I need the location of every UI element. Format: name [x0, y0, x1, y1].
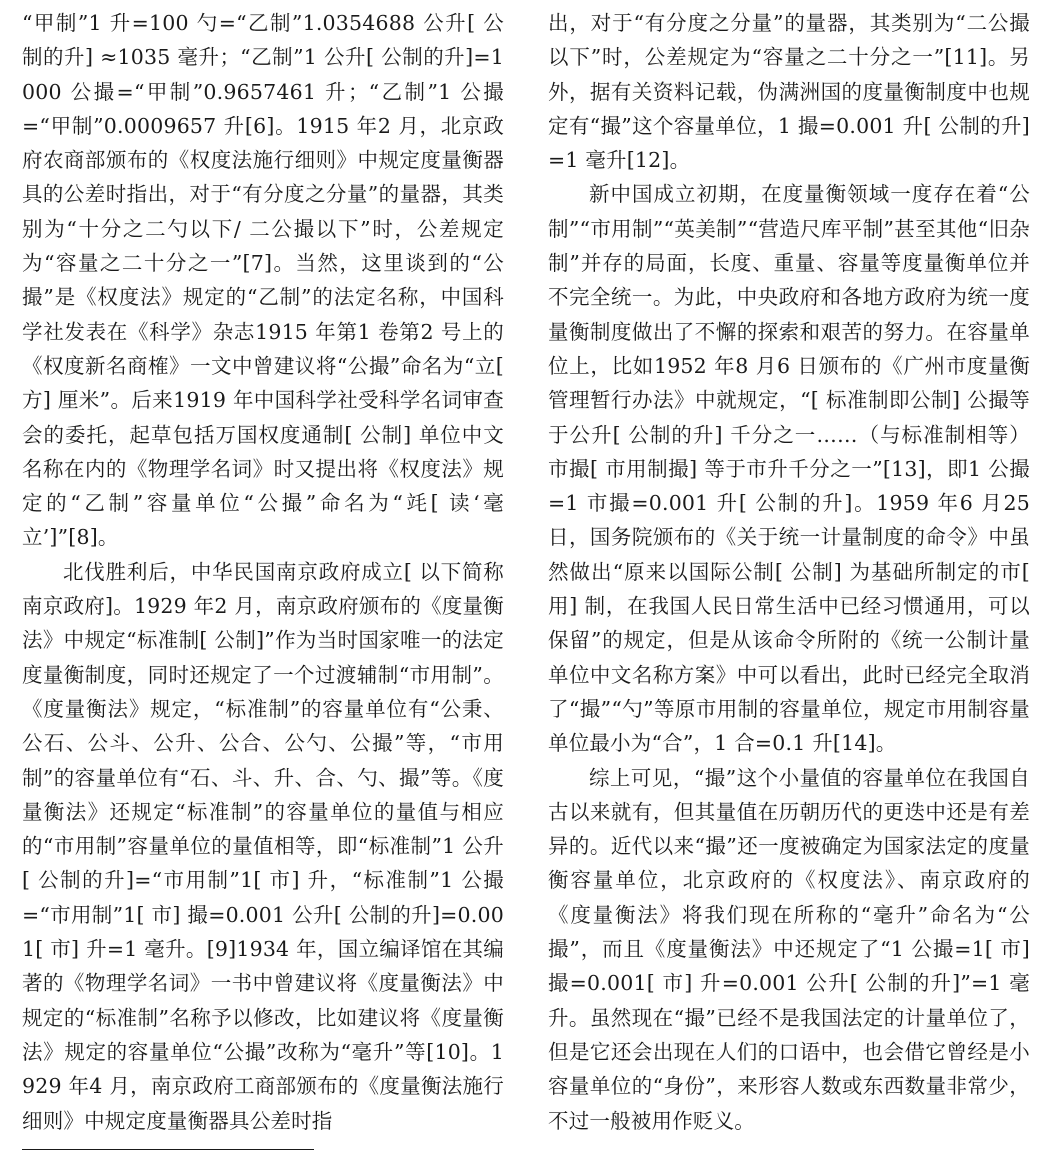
paragraph: “甲制”1 升=100 勺=“乙制”1.0354688 公升[ 公制的升] ≈1035 毫升；“乙制”1 公升[ 公制的升]=1000 公撮=“甲制”0.9657461 升；“乙制”1 公撮 =“甲制”0.0009657 升[6]。1915 年2 月，北京政府农商部颁布的《权度法施行细则》中规定度量衡器具的公差时指出，对于“有分度之分量”的量器，其类别为“十分之二勺以下/ 二公撮以下”时，公差规定为“容量之二十分之一”[7]。当然，这里谈到的“公撮”是《权度法》规定的“乙制”的法定名称，中国科学社发表在《科学》杂志1915 年第1 卷第2 号上的《权度新名商榷》一文中曾建议将“公撮”命名为“立[ 方] 厘米”。后来1919 年中国科学社受科学名词审查会的委托，起草包括万国权度通制[ 公制] 单位中文名称在内的《物理学名词》时又提出将《权度法》规定的“乙制”容量单位“公撮”命名为“竓[ 读‘毫立’]”[8]。	[22, 11, 504, 550]
footnote-divider	[22, 1149, 314, 1150]
paragraph: 新中国成立初期，在度量衡领域一度存在着“公制”“市用制”“英美制”“营造尺库平制”甚至其他“旧杂制”并存的局面，长度、重量、容量等度量衡单位并不完全统一。为此，中央政府和各地方政府为统一度量衡制度做出了不懈的探索和艰苦的努力。在容量单位上，比如1952 年8 月6 日颁布的《广州市度量衡管理暂行办法》中就规定，“[ 标准制即公制] 公撮等于公升[ 公制的升] 千分之一……（与标准制相等）市撮[ 市用制撮] 等于市升千分之一”[13]，即1 公撮=1 市撮=0.001 升[ 公制的升]。1959 年6 月25 日，国务院颁布的《关于统一计量制度的命令》中虽然做出“原来以国际公制[ 公制] 为基础所制定的市[ 用] 制，在我国人民日常生活中已经习惯通用，可以保留”的规定，但是从该命令所附的《统一公制计量单位中文名称方案》中可以看出，此时已经完全取消了“撮”“勺”等原市用制的容量单位，规定市用制容量单位最小为“合”，1 合=0.1 升[14]。	[548, 182, 1030, 756]
left-column	[22, 6, 504, 1138]
paragraph: 出，对于“有分度之分量”的量器，其类别为“二公撮以下”时，公差规定为“容量之二十分之一”[11]。另外，据有关资料记载，伪满洲国的度量衡制度中也规定有“撮”这个容量单位，1 撮=0.001 升[ 公制的升]=1 毫升[12]。	[548, 11, 1030, 173]
right-column	[548, 6, 1030, 1138]
paragraph: 综上可见，“撮”这个小量值的容量单位在我国自古以来就有，但其量值在历朝历代的更迭中还是有差异的。近代以来“撮”还一度被确定为国家法定的度量衡容量单位，北京政府的《权度法》、南京政府的《度量衡法》将我们现在所称的“毫升”命名为“公撮”，而且《度量衡法》中还规定了“1 公撮=1[ 市] 撮=0.001[ 市] 升=0.001 公升[ 公制的升]”=1 毫升。虽然现在“撮”已经不是我国法定的计量单位了，但是它还会出现在人们的口语中，也会借它曾经是小容量单位的“身份”，来形容人数或东西数量非常少，不过一般被用作贬义。	[548, 765, 1030, 1133]
paragraph: 北伐胜利后，中华民国南京政府成立[ 以下简称南京政府]。1929 年2 月，南京政府颁布的《度量衡法》中规定“标准制[ 公制]”作为当时国家唯一的法定度量衡制度，同时还规定了一个过渡辅制“市用制”。《度量衡法》规定，“标准制”的容量单位有“公秉、公石、公斗、公升、公合、公勺、公撮”等，“市用制”的容量单位有“石、斗、升、合、勺、撮”等。《度量衡法》还规定“标准制”的容量单位的量值与相应的“市用制”容量单位的量值相等，即“标准制”1 公升[ 公制的升]=“市用制”1[ 市] 升，“标准制”1 公撮=“市用制”1[ 市] 撮=0.001 公升[ 公制的升]=0.001[ 市] 升=1 毫升。[9]1934 年，国立编译馆在其编著的《物理学名词》一书中曾建议将《度量衡法》中规定的“标准制”名称予以修改，比如建议将《度量衡法》规定的容量单位“公撮”改称为“毫升”等[10]。1929 年4 月，南京政府工商部颁布的《度量衡法施行细则》中规定度量衡器具公差时指	[22, 559, 504, 1133]
